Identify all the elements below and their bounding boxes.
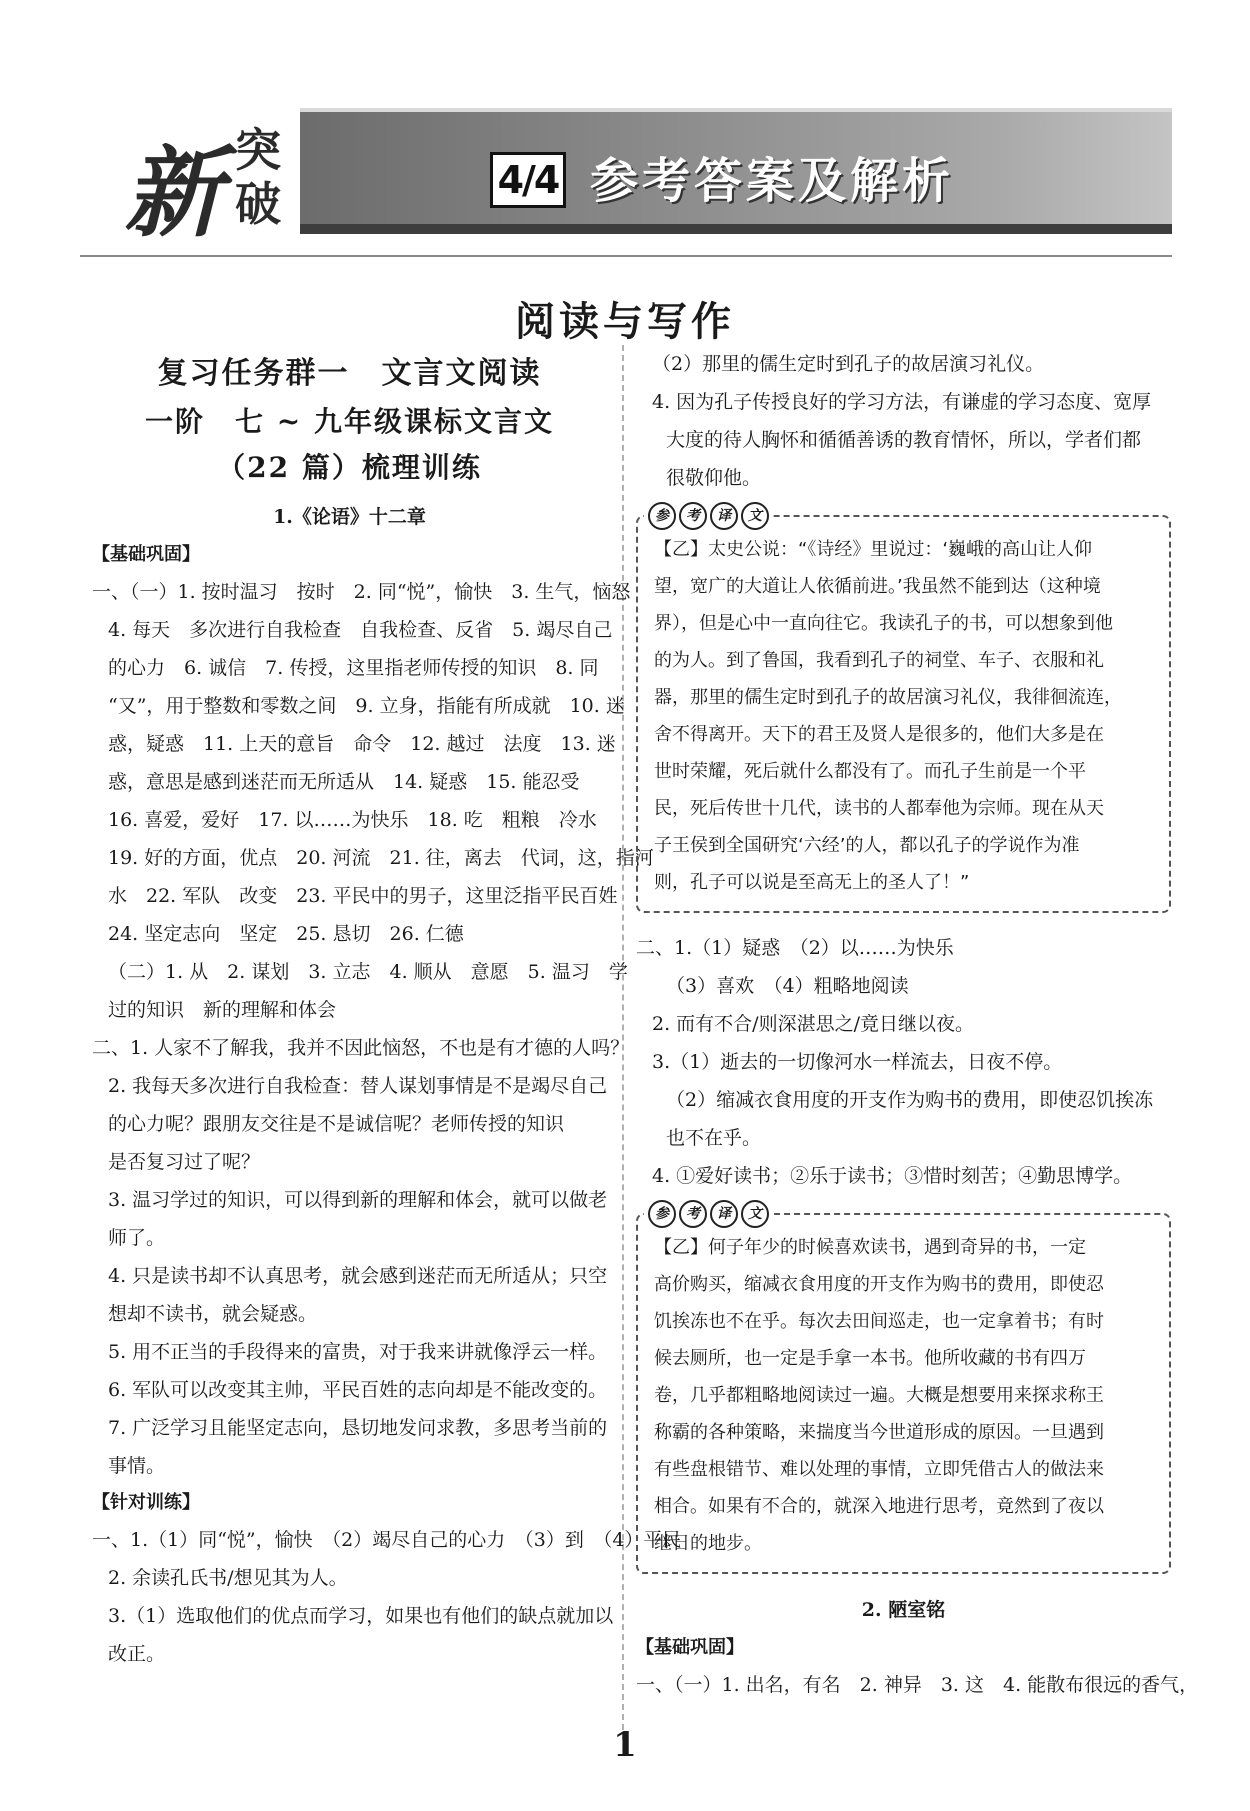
task-group-title: 复习任务群一 文言文阅读	[157, 356, 542, 391]
header-banner	[300, 108, 1172, 234]
translation-line: 舍不得离开。天下的君王及贤人是很多的，他们大多是在	[654, 724, 1104, 745]
answer-line: 4. ①爱好读书；②乐于读书；③惜时刻苦；④勤思博学。	[652, 1165, 1133, 1187]
answer-line: 二、1.（1）疑惑 （2）以……为快乐	[636, 937, 954, 959]
translation-line: 【乙】何子年少的时候喜欢读书，遇到奇异的书，一定	[654, 1237, 1086, 1258]
answer-line: 也不在乎。	[666, 1127, 762, 1149]
translation-line: 高价购买，缩减衣食用度的开支作为购书的费用，即使忍	[654, 1274, 1104, 1295]
translation-line: 子王侯到全国研究‘六经’的人，都以孔子的学说作为准	[654, 835, 1080, 856]
translation-line: 的为人。到了鲁国，我看到孔子的祠堂、车子、衣服和礼	[654, 650, 1104, 671]
translation-line: 【乙】太史公说：“《诗经》里说过：‘巍峨的高山让人仰	[654, 539, 1093, 560]
stage-title-line-1: 一阶 七 ~ 九年级课标文言文	[145, 405, 554, 438]
reference-translation-label: 参 考 译 文	[644, 1200, 773, 1228]
translation-line: 继日的地步。	[654, 1533, 762, 1554]
page-number: 1	[613, 1725, 637, 1765]
answer-line: 4. 因为孔子传授良好的学习方法，有谦虚的学习态度、宽厚	[652, 391, 1152, 413]
answer-line: 大度的待人胸怀和循循善诱的教育情怀，所以，学者们都	[666, 429, 1142, 451]
article-title: 2. 陋室铭	[861, 1599, 946, 1621]
translation-line: 候去厕所，也一定是手拿一本书。他所收藏的书有四万	[654, 1348, 1086, 1369]
answer-line: 事情。	[108, 1455, 166, 1477]
answer-line: （2）缩减衣食用度的开支作为购书的费用，即使忍饥挨冻	[666, 1089, 1154, 1111]
translation-line: 卷，几乎都粗略地阅读过一遍。大概是想要用来探求称王	[654, 1385, 1104, 1406]
answer-line: 7. 广泛学习且能坚定志向，恳切地发问求教，多思考当前的	[108, 1417, 608, 1439]
stage-title-line-2: （22 篇）梳理训练	[217, 451, 482, 484]
brand-logo	[80, 95, 310, 255]
reference-translation-box	[636, 508, 1171, 913]
answer-line: 3. 温习学过的知识，可以得到新的理解和体会，就可以做老	[108, 1189, 608, 1211]
answer-line: 是否复习过了呢？	[108, 1151, 261, 1173]
answer-line: 2. 我每天多次进行自我检查：替人谋划事情是不是竭尽自己	[108, 1075, 608, 1097]
right-column	[636, 345, 1199, 1704]
translation-line: 称霸的各种策略，来揣度当今世道形成的原因。一旦遇到	[654, 1422, 1104, 1443]
answer-line: 3.（1）选取他们的优点而学习，如果也有他们的缺点就加以	[108, 1605, 614, 1627]
translation-line: 世时荣耀，死后就什么都没有了。而孔子生前是一个平	[654, 761, 1086, 782]
translation-line: 有些盘根错节、难以处理的事情，立即凭借古人的做法来	[654, 1459, 1104, 1480]
answer-line: 一、1.（1）同“悦”，愉快 （2）竭尽自己的心力 （3）到 （4）平民	[92, 1529, 682, 1551]
reference-translation-box	[636, 1206, 1171, 1574]
translation-line: 相合。如果有不合的，就深入地进行思考，竟然到了夜以	[654, 1496, 1104, 1517]
answer-line: 16. 喜爱，爱好 17. 以……为快乐 18. 吃 粗粮 冷水	[108, 809, 597, 831]
answer-line: “又”，用于整数和零数之间 9. 立身，指能有所成就 10. 迷	[108, 695, 625, 717]
answer-line: 水 22. 军队 改变 23. 平民中的男子，这里泛指平民百姓	[108, 885, 618, 907]
answer-line: 的心力 6. 诚信 7. 传授，这里指老师传授的知识 8. 同	[108, 657, 599, 679]
basic-consolidation-tag: 【基础巩固】	[92, 544, 200, 565]
banner-underline	[80, 255, 1172, 257]
targeted-training-tag: 【针对训练】	[92, 1492, 200, 1513]
answer-line: 过的知识 新的理解和体会	[108, 999, 337, 1021]
grade-badge: 4/4	[490, 152, 566, 208]
section-title: 阅读与写作	[515, 299, 735, 345]
answer-line: 师了。	[108, 1227, 166, 1249]
answer-line: 惑，疑惑 11. 上天的意旨 命令 12. 越过 法度 13. 迷	[108, 733, 616, 755]
answer-line: （2）那里的儒生定时到孔子的故居演习礼仪。	[652, 353, 1045, 375]
translation-line: 则，孔子可以说是至高无上的圣人了！”	[654, 872, 970, 893]
answer-line: 一、（一）1. 按时温习 按时 2. 同“悦”，愉快 3. 生气，恼怒	[92, 581, 631, 603]
translation-line: 望，宽广的大道让人依循前进。’我虽然不能到达（这种境	[654, 576, 1101, 597]
answer-line: 5. 用不正当的手段得来的富贵，对于我来讲就像浮云一样。	[108, 1341, 608, 1363]
answer-line: 的心力呢？跟朋友交往是不是诚信呢？老师传授的知识	[108, 1113, 565, 1135]
translation-line: 饥挨冻也不在乎。每次去田间巡走，也一定拿着书；有时	[654, 1311, 1104, 1332]
logo-sub-chars: 突 破	[235, 123, 281, 231]
answer-line: 惑，意思是感到迷茫而无所适从 14. 疑惑 15. 能忍受	[108, 771, 580, 793]
answer-line: 2. 而有不合/则深湛思之/竟日继以夜。	[652, 1013, 974, 1035]
answer-line: 4. 每天 多次进行自我检查 自我检查、反省 5. 竭尽自己	[108, 619, 613, 641]
translation-line: 器，那里的儒生定时到孔子的故居演习礼仪，我徘徊流连，	[654, 687, 1122, 708]
banner-title: 参考答案及解析	[590, 153, 955, 209]
answer-line: 6. 军队可以改变其主帅，平民百姓的志向却是不能改变的。	[108, 1379, 608, 1401]
answer-line: （3）喜欢 （4）粗略地阅读	[666, 975, 909, 997]
translation-line: 界），但是心中一直向往它。我读孔子的书，可以想象到他	[654, 613, 1113, 634]
left-column	[92, 345, 682, 1673]
logo-main-char: 新	[124, 136, 219, 251]
answer-line: 很敬仰他。	[666, 467, 762, 489]
answer-line: 想却不读书，就会疑惑。	[108, 1303, 318, 1325]
translation-line: 民，死后传世十几代，读书的人都奉他为宗师。现在从天	[654, 798, 1104, 819]
answer-line: 改正。	[108, 1643, 166, 1665]
basic-consolidation-tag: 【基础巩固】	[636, 1637, 744, 1658]
answer-line: 24. 坚定志向 坚定 25. 恳切 26. 仁德	[108, 923, 464, 945]
answer-line: （二）1. 从 2. 谋划 3. 立志 4. 顺从 意愿 5. 温习 学	[108, 961, 628, 983]
answer-line: 二、1. 人家不了解我，我并不因此恼怒，不也是有才德的人吗？	[92, 1037, 630, 1059]
article-title: 1.《论语》十二章	[273, 506, 426, 528]
answer-line: 一、（一）1. 出名，有名 2. 神异 3. 这 4. 能散布很远的香气，	[636, 1674, 1199, 1696]
answer-line: 4. 只是读书却不认真思考，就会感到迷茫而无所适从；只空	[108, 1265, 608, 1287]
answer-line: 19. 好的方面，优点 20. 河流 21. 往，离去 代词，这，指河	[108, 847, 654, 869]
reference-translation-label: 参 考 译 文	[644, 502, 773, 530]
answer-line: 2. 余读孔氏书/想见其为人。	[108, 1567, 348, 1589]
answer-line: 3.（1）逝去的一切像河水一样流去，日夜不停。	[652, 1051, 1063, 1073]
